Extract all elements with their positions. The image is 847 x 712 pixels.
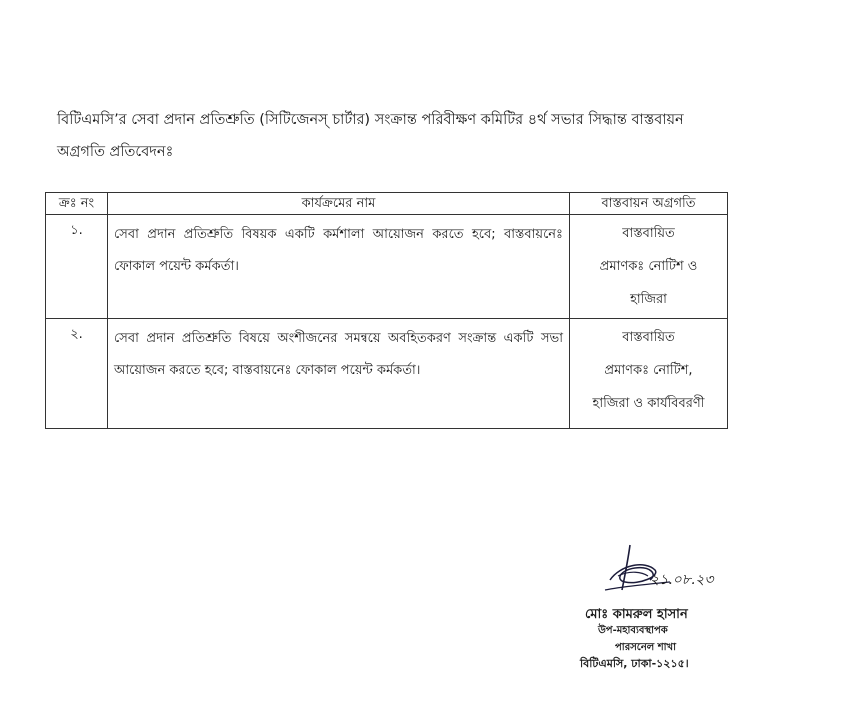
row-task: সেবা প্রদান প্রতিশ্রুতি বিষয়ক একটি কর্মশালা আয়োজন করতে হবে; বাস্তবায়নেঃ ফোকাল পয়েন্ট কর্মকর্তা। [108,215,570,319]
status-evidence: প্রমাণকঃ নোটিশ, [604,363,693,378]
row-status [570,319,728,429]
header-progress: বাস্তবায়ন অগ্রগতি [570,193,728,215]
row-serial: ২. [46,319,108,429]
signatory-name: মোঃ কামরুল হাসান [585,607,688,622]
header-serial: ক্রঃ নং [46,193,108,215]
progress-table [45,192,728,429]
status-implemented: বাস্তবায়িত [622,226,675,241]
heading-line-1: বিটিএমসি’র সেবা প্রদান প্রতিশ্রুতি (সিটিজেনস্ চার্টার) সংক্রান্ত পরিবীক্ষণ কমিটির ৪র্থ সভার সিদ্ধান্ত বাস্তবায়ন [57,112,684,128]
status-implemented: বাস্তবায়িত [622,330,675,345]
table-row [46,319,728,429]
table-header-row [46,193,728,215]
header-activity-name: কার্যক্রমের নাম [108,193,570,215]
table-row [46,215,728,319]
signatory-address: বিটিএমসি, ঢাকা-১২১৫। [580,657,689,670]
signatory-designation: উপ-মহাব্যবস্থাপক [598,625,668,636]
row-serial: ১. [46,215,108,319]
heading-line-2: অগ্রগতি প্রতিবেদনঃ [57,144,174,160]
status-evidence-cont: হাজিরা [630,292,667,307]
row-task: সেবা প্রদান প্রতিশ্রুতি বিষয়ে অংশীজনের সমন্বয়ে অবহিতকরণ সংক্রান্ত একটি সভা আয়োজন করতে হবে; বাস্তবায়নেঃ ফোকাল পয়েন্ট কর্মকর্তা। [108,319,570,429]
signatory-branch: পারসনেল শাখা [615,642,676,653]
row-status [570,215,728,319]
status-evidence-cont: হাজিরা ও কার্যবিবরণী [592,396,705,411]
signature-date: ২১.০৮.২৩ [650,572,714,588]
status-evidence: প্রমাণকঃ নোটিশ ও [599,259,698,274]
report-heading [57,104,757,168]
